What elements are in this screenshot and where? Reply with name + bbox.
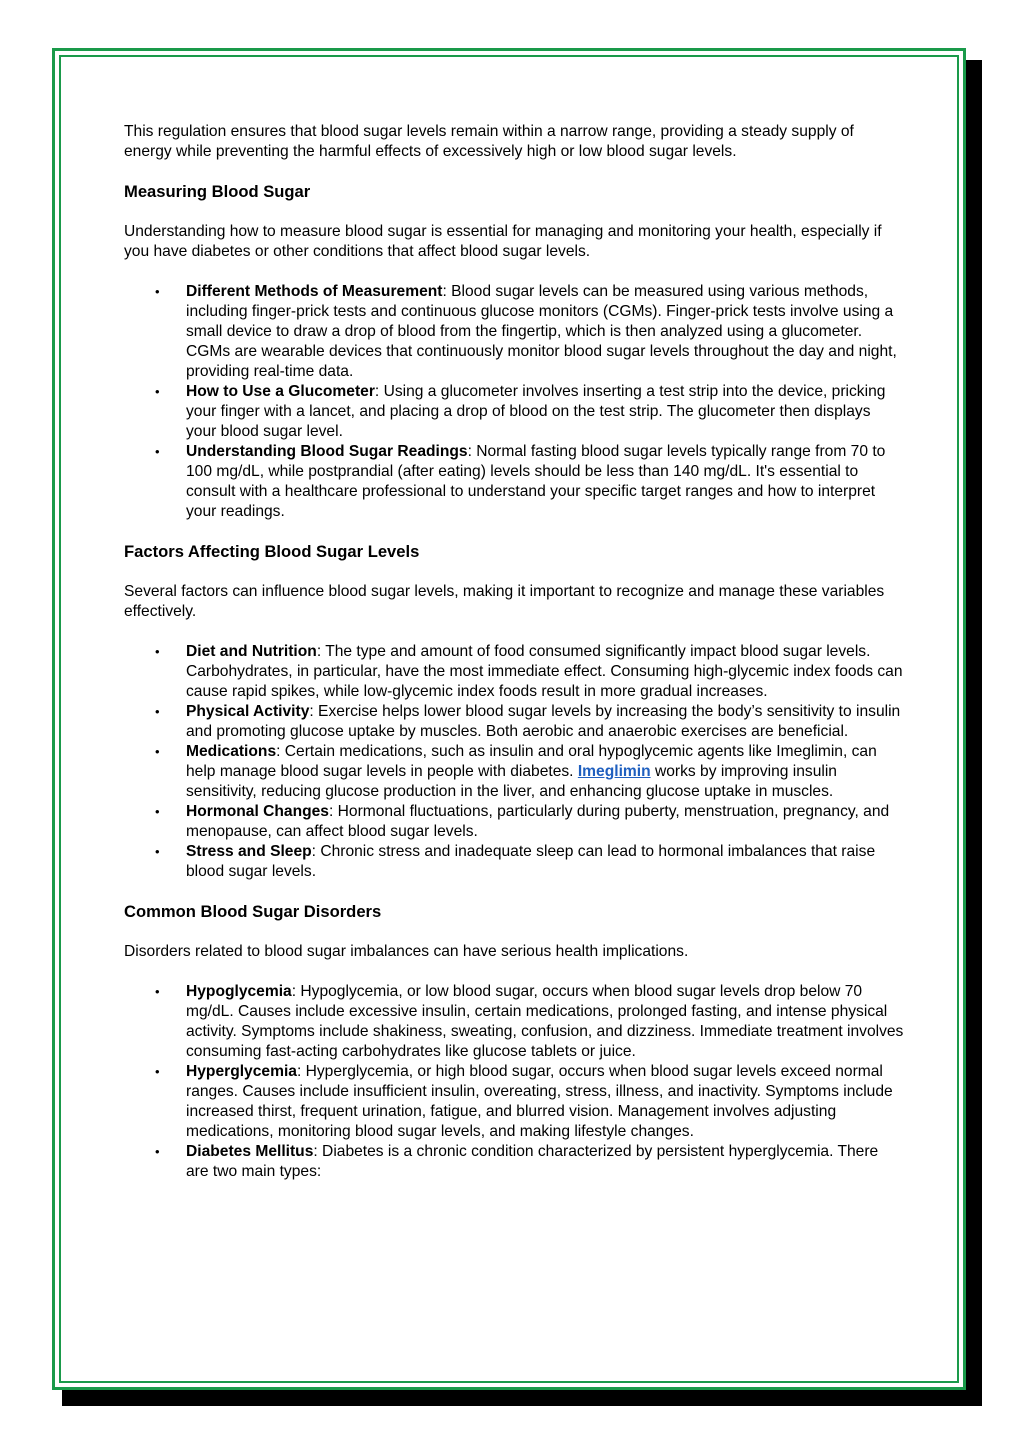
list-item-term: Understanding Blood Sugar Readings [186, 443, 468, 460]
list-item-text: : Exercise helps lower blood sugar levels by increasing the body’s sensitivity to insulin and promoting glucose uptake by muscles. Both aerobic and anaerobic exercises are beneficial. [186, 703, 901, 740]
document-body [124, 122, 904, 1202]
bullet-icon: • [155, 704, 160, 719]
list-item [124, 642, 904, 702]
list-item-text: : Hormonal fluctuations, particularly during puberty, menstruation, pregnancy, and menopause, can affect blood sugar levels. [186, 803, 890, 840]
bullet-icon: • [155, 844, 160, 859]
list-item-medications [124, 742, 904, 802]
list-item-text: : Hyperglycemia, or high blood sugar, occurs when blood sugar levels exceed normal ranges. Causes include insufficient insulin, overeating, stress, illness, and inactivity. Symptoms include increased thirst, frequent urination, fatigue, and blurred vision. Management involves adjusting medications, monitoring blood sugar levels, and making lifestyle changes. [186, 1063, 893, 1140]
factors-intro: Several factors can influence blood sugar levels, making it important to recognize and manage these variables effectively. [124, 583, 885, 620]
list-item [124, 1062, 904, 1142]
heading-measuring-blood-sugar: Measuring Blood Sugar [124, 182, 311, 201]
list-item [124, 282, 904, 382]
factors-list [124, 642, 904, 882]
list-item-text: : Blood sugar levels can be measured using various methods, including finger-prick tests and continuous glucose monitors (CGMs). Finger-prick tests involve using a small device to draw a drop of blood from the fingertip, which is then analyzed using a glucometer. CGMs are wearable devices that continuously monitor blood sugar levels throughout the day and night, providing real-time data. [186, 283, 897, 380]
measuring-list [124, 282, 904, 522]
bullet-icon: • [155, 384, 160, 399]
bullet-icon: • [155, 984, 160, 999]
list-item-term: Different Methods of Measurement [186, 283, 443, 300]
list-item-text: : Certain medications, such as insulin and oral hypoglycemic agents like Imeglimin, can help manage blood sugar levels in people with diabetes. [186, 743, 877, 780]
list-item-text: : The type and amount of food consumed significantly impact blood sugar levels. Carbohydrates, in particular, have the most immediate effect. Consuming high-glycemic index foods can cause rapid spikes, while low-glycemic index foods result in more gradual increases. [186, 643, 903, 700]
intro-paragraph: This regulation ensures that blood sugar levels remain within a narrow range, providing a steady supply of energy while preventing the harmful effects of excessively high or low blood sugar levels. [124, 123, 854, 160]
bullet-icon: • [155, 284, 160, 299]
list-item [124, 1142, 904, 1182]
list-item-text: works by improving insulin sensitivity, reducing glucose production in the liver, and enhancing glucose uptake in muscles. [186, 763, 837, 800]
list-item-text: : Hypoglycemia, or low blood sugar, occurs when blood sugar levels drop below 70 mg/dL. Causes include excessive insulin, certain medications, prolonged fasting, and intense physical activity. Symptoms include shakiness, sweating, confusion, and dizziness. Immediate treatment involves consuming fast-acting carbohydrates like glucose tablets or juice. [186, 983, 904, 1060]
heading-common-disorders: Common Blood Sugar Disorders [124, 902, 382, 921]
measuring-intro: Understanding how to measure blood sugar is essential for managing and monitoring your health, especially if you have diabetes or other conditions that affect blood sugar levels. [124, 223, 882, 260]
list-item-term: Stress and Sleep [186, 843, 312, 860]
list-item-text: : Normal fasting blood sugar levels typically range from 70 to 100 mg/dL, while postprandial (after eating) levels should be less than 140 mg/dL. It's essential to consult with a healthcare professional to understand your specific target ranges and how to interpret your readings. [186, 443, 886, 520]
bullet-icon: • [155, 1064, 160, 1079]
list-item [124, 442, 904, 522]
list-item-term: Diet and Nutrition [186, 643, 317, 660]
heading-factors-affecting: Factors Affecting Blood Sugar Levels [124, 542, 420, 561]
list-item [124, 982, 904, 1062]
list-item-text: : Diabetes is a chronic condition characterized by persistent hyperglycemia. There are two main types: [186, 1143, 879, 1180]
bullet-icon: • [155, 804, 160, 819]
list-item-term: How to Use a Glucometer [186, 383, 375, 400]
bullet-icon: • [155, 444, 160, 459]
list-item-text: : Using a glucometer involves inserting a test strip into the device, pricking your finger with a lancet, and placing a drop of blood on the test strip. The glucometer then displays your blood sugar level. [186, 383, 886, 440]
list-item [124, 842, 904, 882]
disorders-list [124, 982, 904, 1182]
list-item [124, 382, 904, 442]
list-item-text: : Chronic stress and inadequate sleep can lead to hormonal imbalances that raise blood sugar levels. [186, 843, 876, 880]
imeglimin-link[interactable]: Imeglimin [577, 763, 651, 780]
list-item [124, 802, 904, 842]
bullet-icon: • [155, 1144, 160, 1159]
disorders-intro: Disorders related to blood sugar imbalances can have serious health implications. [124, 943, 689, 960]
bullet-icon: • [155, 744, 160, 759]
list-item-term: Physical Activity [186, 703, 310, 720]
list-item-term: Hyperglycemia [186, 1063, 297, 1080]
list-item [124, 702, 904, 742]
bullet-icon: • [155, 644, 160, 659]
list-item-term: Hypoglycemia [186, 983, 292, 1000]
list-item-term: Diabetes Mellitus [186, 1143, 314, 1160]
list-item-term: Hormonal Changes [186, 803, 329, 820]
list-item-term: Medications [186, 743, 277, 760]
